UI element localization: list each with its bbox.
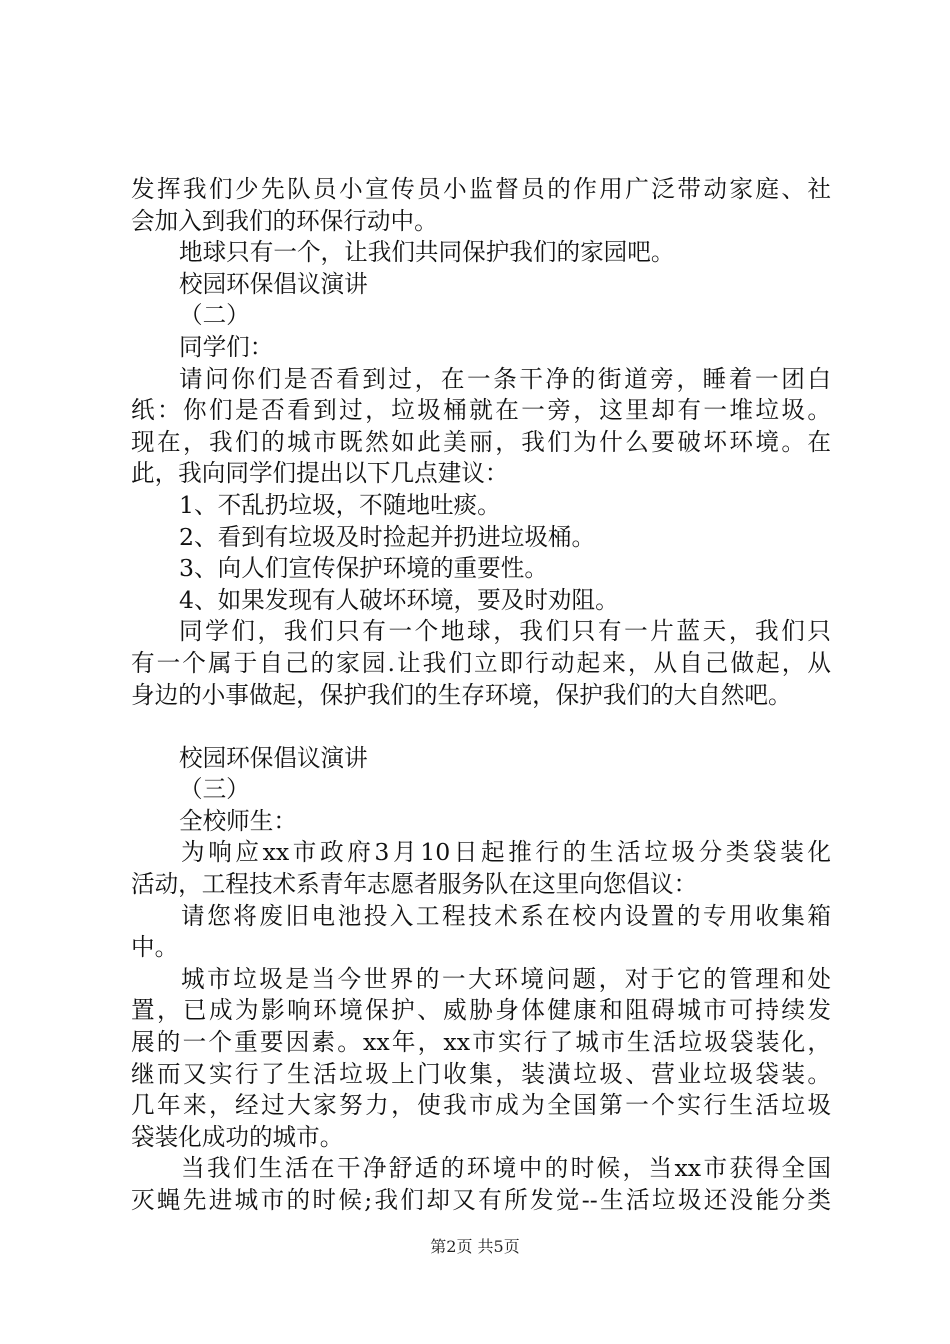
section-number: （二）	[179, 301, 250, 330]
text-line: 灭蝇先进城市的时候;我们却又有所发觉--生活垃圾还没能分类	[131, 1186, 831, 1214]
text-line: 同学们，我们只有一个地球，我们只有一片蓝天，我们只	[179, 617, 831, 646]
text-line: 地球只有一个，让我们共同保护我们的家园吧。	[179, 238, 675, 267]
list-item: 2、看到有垃圾及时捡起并扔进垃圾桶。	[179, 522, 596, 551]
text-line: 中。	[131, 933, 179, 962]
text-line: 会加入到我们的环保行动中。	[131, 206, 438, 235]
section-number: （三）	[179, 775, 250, 804]
text-line: 城市垃圾是当今世界的一大环境问题，对于它的管理和处	[181, 964, 831, 993]
text-line: 发挥我们少先队员小宣传员小监督员的作用广泛带动家庭、社	[131, 175, 831, 203]
blank-line	[131, 711, 831, 743]
text-line: 置，已成为影响环境保护、威胁身体健康和阻碍城市可持续发	[131, 996, 831, 1025]
salutation: 同学们：	[179, 332, 274, 361]
section-heading: 校园环保倡议演讲	[179, 743, 368, 772]
text-line: 纸：你们是否看到过，垃圾桶就在一旁，这里却有一堆垃圾。	[131, 396, 831, 425]
list-item: 4、如果发现有人破坏环境，要及时劝阻。	[179, 585, 619, 614]
text-line: 请您将废旧电池投入工程技术系在校内设置的专用收集箱	[181, 901, 831, 930]
text-line: 有一个属于自己的家园.让我们立即行动起来，从自己做起，从	[131, 648, 831, 677]
list-item: 1、不乱扔垃圾，不随地吐痰。	[179, 490, 501, 519]
text-line: 现在，我们的城市既然如此美丽，我们为什么要破坏环境。在	[131, 427, 831, 456]
salutation: 全校师生：	[179, 806, 297, 835]
text-line: 此，我向同学们提出以下几点建议：	[131, 459, 509, 488]
text-line: 请问你们是否看到过，在一条干净的街道旁，睡着一团白	[179, 364, 831, 393]
text-line: 为响应xx市政府3月10日起推行的生活垃圾分类袋装化	[181, 838, 831, 867]
text-line: 身边的小事做起，保护我们的生存环境，保护我们的大自然吧。	[131, 680, 792, 709]
document-body	[131, 174, 831, 1217]
text-line: 当我们生活在干净舒适的环境中的时候，当xx市获得全国	[181, 1154, 831, 1183]
text-line: 展的一个重要因素。xx年，xx市实行了城市生活垃圾袋装化，	[131, 1028, 831, 1057]
list-item: 3、向人们宣传保护环境的重要性。	[179, 554, 548, 583]
text-line: 活动，工程技术系青年志愿者服务队在这里向您倡议：	[131, 870, 698, 899]
text-line: 袋装化成功的城市。	[131, 1122, 344, 1151]
text-line: 几年来，经过大家努力，使我市成为全国第一个实行生活垃圾	[131, 1091, 831, 1120]
section-heading: 校园环保倡议演讲	[179, 269, 368, 298]
text-line: 继而又实行了生活垃圾上门收集，装潢垃圾、营业垃圾袋装。	[131, 1059, 831, 1088]
page-footer: 第2页 共5页	[430, 1237, 520, 1256]
